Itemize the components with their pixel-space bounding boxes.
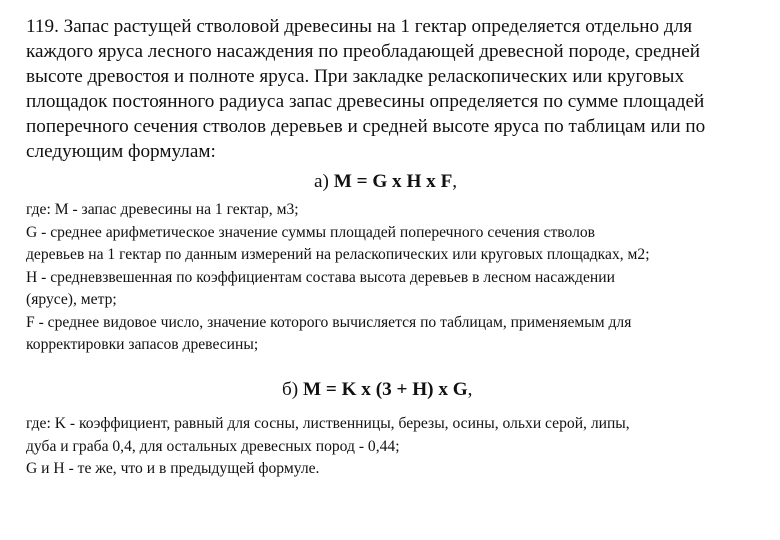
formula-a-suffix: ,: [452, 171, 458, 192]
formula-b-prefix: б): [282, 379, 303, 400]
definition-line: корректировки запасов древесины;: [26, 336, 259, 353]
definition-line: где: M - запас древесины на 1 гектар, м3;: [26, 201, 299, 218]
definition-line: G и H - те же, что и в предыдущей формуле.: [26, 460, 320, 477]
intro-line: 119. Запас растущей стволовой древесины на 1 гектар определяется отдельно для: [26, 16, 693, 37]
intro-line: следующим формулам:: [26, 141, 216, 162]
intro-line: каждого яруса лесного насаждения по преобладающей древесной породе, средней: [26, 41, 701, 62]
definition-line: где: K - коэффициент, равный для сосны, лиственницы, березы, осины, ольхи серой, липы,: [26, 415, 630, 432]
formula-a: [314, 170, 457, 194]
definition-line: (ярусе), метр;: [26, 291, 117, 308]
definition-line: G - среднее арифметическое значение суммы площадей поперечного сечения стволов: [26, 223, 596, 241]
formula-a-prefix: а): [314, 171, 334, 192]
intro-paragraph: [26, 14, 766, 164]
formula-b-definitions: [26, 413, 766, 481]
definition-line: H - средневзвешенная по коэффициентам состава высота деревьев в лесном насаждении: [26, 268, 615, 286]
definition-line: F - среднее видовое число, значение которого вычисляется по таблицам, применяемым для: [26, 313, 632, 331]
formula-a-expression: M = G x H x F: [333, 171, 453, 192]
formula-b-expression: M = K x (3 + H) x G: [302, 379, 468, 400]
definition-line: деревьев на 1 гектар по данным измерений на реласкопических или круговых площадках, м2;: [26, 246, 650, 263]
intro-line: поперечного сечения стволов деревьев и средней высоте яруса по таблицам или по: [26, 116, 706, 137]
formula-b-suffix: ,: [467, 379, 473, 400]
intro-line: площадок постоянного радиуса запас древесины определяется по сумме площадей: [26, 91, 705, 112]
intro-line: высоте древостоя и полноте яруса. При закладке реласкопических или круговых: [26, 66, 685, 87]
formula-b: [282, 378, 472, 402]
definition-line: дуба и граба 0,4, для остальных древесных пород - 0,44;: [26, 437, 400, 455]
formula-a-definitions: [26, 199, 766, 357]
